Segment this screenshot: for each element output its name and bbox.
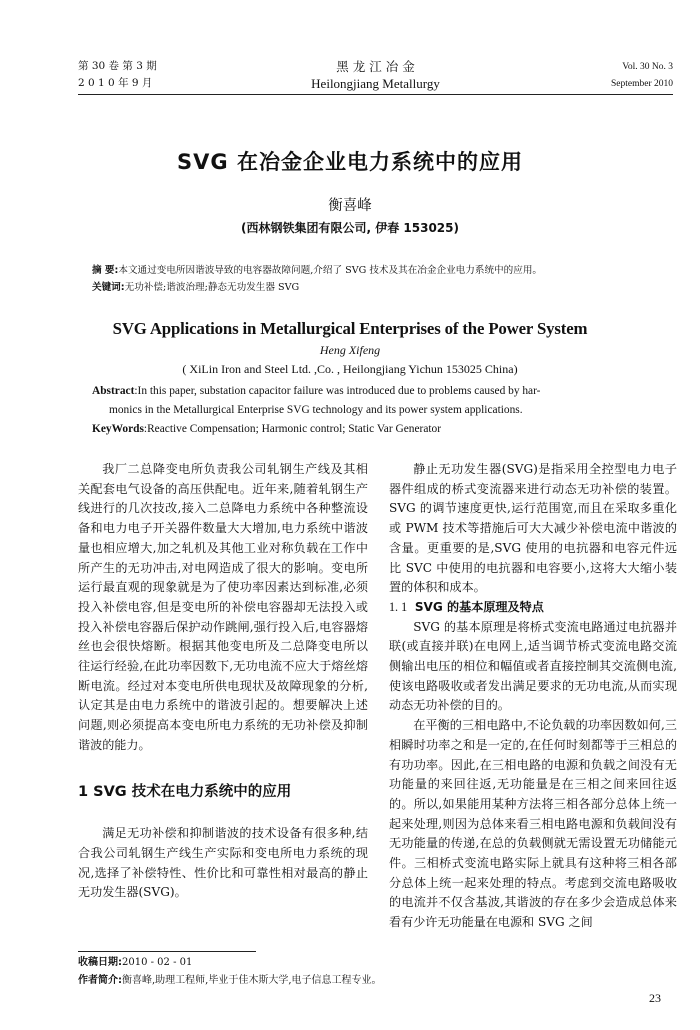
paper-title-cn: SVG 在冶金企业电力系统中的应用 — [177, 150, 523, 174]
author-bio: 衡喜峰,助理工程师,毕业于佳木斯大学,电子信息工程专业。 — [122, 975, 382, 986]
page-number: 23 — [649, 991, 661, 1005]
author-bio-label: 作者简介: — [78, 975, 122, 986]
date-cn: 2 0 1 0 年 9 月 — [78, 77, 153, 89]
subsection-heading — [389, 598, 677, 618]
paper-title-en: SVG Applications in Metallurgical Enterprises of the Power System — [112, 319, 588, 338]
body-right-column — [389, 460, 677, 933]
abstract-cn — [92, 262, 672, 296]
author-en: Heng Xifeng — [319, 343, 381, 357]
paragraph: 在平衡的三相电路中,不论负载的功率因数如何,三相瞬时功率之和是一定的,在任何时刻都等于三相总的有功功率。因此,在三相电路的电源和负载之间没有无功能量的来回往返,无功能量是在三相之间来回往返的。所以,如果能用某种方法将三相各部分总体上统一起来处理,则因为总体来看三相电路电源和负载间没有无功能量的传递,在总的负载侧就无需设置无功储能元件。三相桥式变流电路实际上就具有这种将三相各部分总体上统一起来处理的特点。考虑到交流电路吸收的电流并不仅含基波,其谐波的存在多少会造成总体来看有少许无功能量在电源和 SVG 之间 — [389, 718, 677, 930]
keywords-en-label: KeyWords — [92, 423, 144, 435]
issue-en: Vol. 30 No. 3 — [622, 62, 673, 72]
section-heading: 1 SVG 技术在电力系统中的应用 — [78, 783, 292, 800]
paragraph: 静止无功发生器(SVG)是指采用全控型电力电子器件组成的桥式变流器来进行动态无功补偿的装置。SVG 的调节速度更快,运行范围宽,而且在采取多重化或 PWM 技术等措施后可大大减少补偿电流中谐波的含量。更重要的是,SVG 使用的电抗器和电容元件远比 SVC 中使用的电抗器和电容要小,这将大大缩小装置的体积和成本。 — [389, 462, 677, 595]
footnote-divider — [78, 951, 256, 952]
footnote-author — [78, 973, 382, 989]
author-cn: 衡喜峰 — [328, 198, 372, 214]
abstract-cn-text: 本文通过变电所因谐波导致的电容器故障问题,介绍了 SVG 技术及其在冶金企业电力系统中的应用。 — [118, 265, 543, 276]
received-date: 2010 - 02 - 01 — [122, 957, 193, 968]
body-left-column — [78, 460, 368, 903]
abstract-en-line1: :In this paper, substation capacitor failure was introduced due to problems caused by har- — [134, 385, 541, 397]
subsection-title: SVG 的基本原理及特点 — [414, 599, 544, 614]
abstract-en-label: Abstract — [92, 385, 135, 397]
journal-name-en: Heilongjiang Metallurgy — [311, 76, 440, 91]
running-header — [78, 56, 673, 95]
issue-cn: 第 30 卷 第 3 期 — [78, 60, 157, 72]
affiliation-en: ( XiLin Iron and Steel Ltd. ,Co. , Heilongjiang Yichun 153025 China) — [182, 362, 518, 376]
affiliation-cn: (西林钢铁集团有限公司, 伊春 153025) — [241, 221, 459, 235]
journal-name-cn: 黑 龙 江 冶 金 — [336, 59, 415, 74]
date-en: September 2010 — [610, 79, 673, 89]
abstract-cn-label: 摘 要: — [92, 265, 119, 276]
keywords-cn-text: 无功补偿;谐波治理;静态无功发生器 SVG — [124, 282, 300, 293]
keywords-cn-label: 关键词: — [92, 282, 125, 293]
paragraph: 我厂二总降变电所负责我公司轧钢生产线及其相关配套电气设备的高压供配电。近年来,随着轧钢生产线进行的几次技改,接入二总降电力系统中各种整流设备和电力电子开关器件数量大大增加,电力系统中谐波量也相应增大,加之轧机及其他工业对称负载在工作中所产生的无功冲击,对电网造成了很大的影响。变电所运行最直观的现象就是为了使功率因素达到标准,必须投入补偿电容,但是变电所的补偿电容器却无法投入或投入补偿电容器后保护动作跳闸,强行投入后,电容器熔丝也会很快熔断。根据其他变电所及二总降变电所以往运行经验,在此功率因数下,无功电流不应大于熔丝熔断电流。经过对本变电所供电现状及故障现象的分析,认定其是由电力系统中的谐波引起的。想要解决上述问题,则必须提高本变电所电力系统的无功补偿及抑制谐波的能力。 — [78, 462, 368, 752]
abstract-en — [92, 382, 670, 439]
subsection-number: 1. 1 — [389, 599, 408, 614]
paragraph: 满足无功补偿和抑制谐波的技术设备有很多种,结合我公司轧钢生产线生产实际和变电所电力系统的现况,选择了补偿特性、性价比和可靠性相对最高的静止无功发生器(SVG)。 — [78, 826, 368, 900]
received-label: 收稿日期: — [78, 957, 122, 968]
keywords-en-text: :Reactive Compensation; Harmonic control; Static Var Generator — [143, 423, 442, 435]
abstract-en-line2: monics in the Metallurgical Enterprise SVG technology and its power system applications. — [109, 404, 523, 416]
footnote-received — [78, 955, 192, 971]
paragraph: SVG 的基本原理是将桥式变流电路通过电抗器并联(或直接并联)在电网上,适当调节桥式变流电路交流侧输出电压的相位和幅值或者直接控制其交流侧电流,使该电路吸收或者发出满足要求的无功电流,从而实现动态无功补偿的目的。 — [389, 619, 677, 713]
